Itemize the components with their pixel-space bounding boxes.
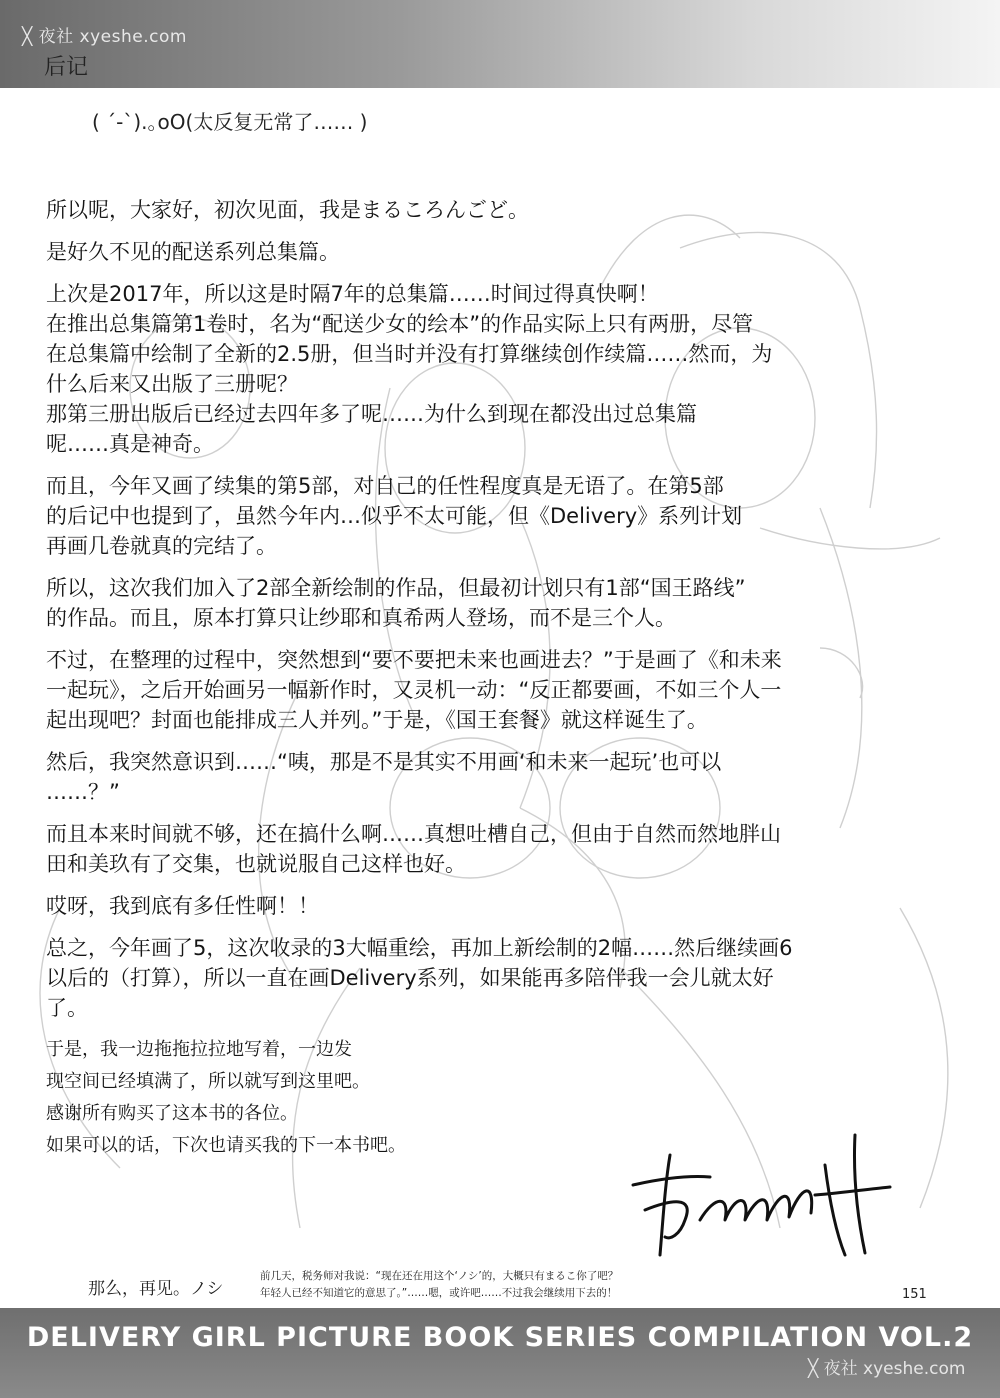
footnote-text: 前几天，税务师对我说：“现在还在用这个‘ノシ’的，大概只有まるこ你了吧？ 年轻人已经不知道它的意思了。”……嗯，或许吧……不过我会继续用下去的！	[260, 1270, 619, 1299]
closing-line: 现空间已经填满了，所以就写到这里吧。	[46, 1071, 370, 1092]
paragraph: 上次是2017年，所以这是时隔7年的总集篇……时间过得真快啊！ 在推出总集篇第1卷时，名为“配送少女的绘本”的作品实际上只有两册，尽管 在总集篇中绘制了全新的2.5册，但当时并没有打算继续创作续篇……然而，为 什么后来又出版了三册呢？ 那第三册出版后已经过去四年多了呢……为什么到现在都没出过总集篇 呢……真是神奇。	[46, 282, 773, 456]
page-number: 151	[902, 1287, 927, 1302]
handwritten-signature	[625, 1125, 895, 1265]
section-title: 后记	[44, 55, 89, 80]
paragraph: 哎呀，我到底有多任性啊！！	[46, 894, 319, 918]
closing-line: 感谢所有购买了这本书的各位。	[46, 1103, 298, 1124]
paragraph: 是好久不见的配送系列总集篇。	[46, 240, 340, 264]
paragraph: 总之，今年画了5，这次收录的3大幅重绘，再加上新绘制的2幅……然后继续画6 以后的（打算），所以一直在画Delivery系列，如果能再多陪伴我一会儿就太好 了。	[46, 936, 793, 1020]
kaomoji-line: ( ´-`).｡oO(太反复无常了…… )	[92, 110, 368, 134]
farewell-line: 那么，再见。ノシ	[88, 1279, 224, 1299]
paragraph: 所以，这次我们加入了2部全新绘制的作品，但最初计划只有1部“国王路线” 的作品。而且，原本打算只让纱耶和真希两人登场，而不是三个人。	[46, 576, 746, 630]
paragraph: 所以呢，大家好，初次见面，我是まるころんごど。	[46, 198, 529, 222]
afterword-body	[46, 195, 886, 1163]
footnote	[260, 1268, 700, 1302]
paragraph: 然后，我突然意识到……“咦，那是不是其实不用画‘和未来一起玩’也可以 ……？”	[46, 750, 722, 804]
watermark-bottom: ╳ 夜社 xyeshe.com	[808, 1359, 966, 1379]
paragraph: 而且本来时间就不够，还在搞什么啊……真想吐槽自己，但由于自然而然地胖山 田和美玖有了交集，也就说服自己这样也好。	[46, 822, 781, 876]
paragraph: 不过，在整理的过程中，突然想到“要不要把未来也画进去？”于是画了《和未来 一起玩》，之后开始画另一幅新作时，又灵机一动：“反正都要画，不如三个人一 起出现吧？封面也能排成三人并列。”于是，《国王套餐》就这样诞生了。	[46, 648, 782, 732]
closing-line: 如果可以的话，下次也请买我的下一本书吧。	[46, 1135, 406, 1156]
footer-title: DELIVERY GIRL PICTURE BOOK SERIES COMPILATION VOL.2	[26, 1322, 974, 1353]
closing-line: 于是，我一边拖拖拉拉地写着，一边发	[46, 1039, 352, 1060]
paragraph: 而且，今年又画了续集的第5部，对自己的任性程度真是无语了。在第5部 的后记中也提到了，虽然今年内…似乎不太可能，但《Delivery》系列计划 再画几卷就真的完结了。	[46, 474, 743, 558]
watermark-top: ╳ 夜社 xyeshe.com	[22, 27, 187, 47]
